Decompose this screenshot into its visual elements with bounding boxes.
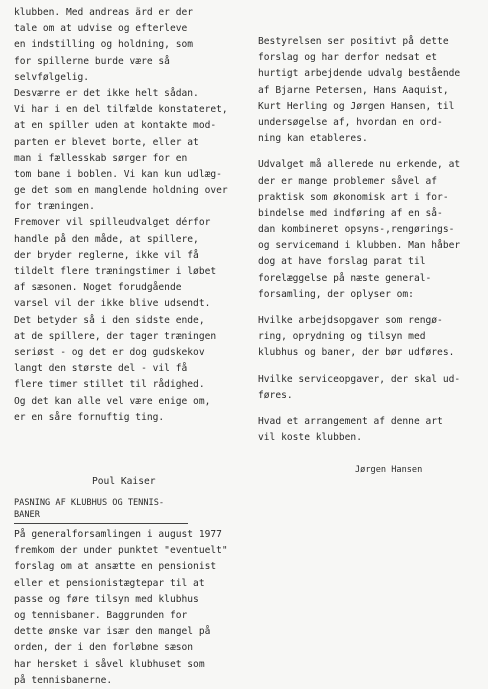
paragraph [258, 414, 460, 446]
paragraph-gap [258, 362, 460, 372]
section-heading-line-2: BANER [14, 510, 40, 520]
text-line: Hvilke serviceopgaver, der skal ud- [258, 373, 461, 385]
text-line: vil koste klubben. [258, 432, 362, 444]
text-line: Vi har i en del tilfælde konstateret, [14, 104, 228, 116]
text-line: ge det som en manglende holdning over [14, 185, 228, 197]
text-line: klubben. Med andreas ärd er der [14, 7, 194, 18]
paragraph-gap [258, 303, 460, 313]
text-line: forelæggelse på næste general- [258, 272, 432, 284]
text-line: dette ønske var især den mangel på [14, 626, 211, 638]
paragraph [258, 313, 460, 362]
text-line: klubhus og baner, der bør udføres. [258, 347, 455, 359]
text-line: parten er blevet borte, eller at [14, 136, 199, 148]
text-line: undersøgelse af, hvordan en ord- [258, 116, 443, 128]
text-line: ring, oprydning og tilsyn med [258, 331, 426, 343]
text-line: tildelt flere træningstimer i løbet [14, 266, 217, 277]
text-line: er en såre fornuftig ting. [14, 411, 165, 423]
text-line: der bryder reglerne, ikke vil få [14, 249, 199, 261]
text-line: Fremover vil spilleudvalget dérfor [14, 217, 211, 229]
paragraph-gap [258, 147, 460, 157]
paragraph [258, 34, 460, 147]
signature-text: Jørgen Hansen [355, 465, 423, 475]
text-line: langt den største del - vil få [14, 363, 188, 375]
signature-poul-kaiser [92, 474, 156, 490]
text-line: man i fællesskab sørger for en [14, 152, 188, 164]
text-line: dog at have forslag parat til [258, 256, 426, 268]
text-line: at en spiller uden at kontakte mod- [14, 120, 217, 132]
text-line: Desværre er det ikke helt sådan. [14, 87, 199, 99]
text-line: praktisk som økonomisk art i for- [258, 191, 449, 203]
text-line: og tennisbaner. Baggrunden for [14, 609, 188, 621]
text-line: tale om at udvise og efterleve [14, 23, 188, 35]
text-line: På generalforsamlingen i august 1977 [14, 529, 222, 540]
text-line: tom bane i boblen. Vi kan kun udlæg- [14, 168, 222, 180]
text-line: selvfølgelig. [14, 71, 90, 83]
right-column-text [258, 34, 460, 446]
text-line: og servicemand i klubben. Man håber [258, 240, 461, 252]
text-line: af Bjarne Petersen, Hans Aaquist, [258, 84, 449, 96]
text-line: ning kan etableres. [258, 133, 368, 145]
paragraph [258, 157, 460, 303]
text-line: føres. [258, 389, 293, 401]
text-line: af sæsonen. Noget forudgående [14, 282, 182, 294]
text-line: flere timer stillet til rådighed. [14, 379, 205, 391]
text-line: varsel vil der ikke blive udsendt. [14, 298, 211, 310]
section-heading [14, 497, 164, 521]
text-line: bindelse med indføring af en så- [258, 207, 443, 219]
text-line: der er mange problemer såvel af [258, 175, 438, 187]
paragraph [258, 372, 460, 404]
paragraph-gap [258, 404, 460, 414]
text-line: har hersket i såvel klubhuset som [14, 658, 205, 670]
text-line: Det betyder så i den sidste ende, [14, 314, 205, 326]
text-line: forslag om at ansætte en pensionist [14, 561, 217, 573]
text-line: på tennisbanerne. [14, 674, 113, 686]
text-line: en indstilling og holdning, som [14, 39, 194, 51]
heading-underline [14, 523, 188, 524]
text-line: Og det kan alle vel være enige om, [14, 395, 211, 407]
text-line: for spillerne burde være så [14, 55, 170, 67]
text-line: Bestyrelsen ser positivt på dette [258, 36, 449, 47]
text-line: Hvad et arrangement af denne art [258, 415, 443, 427]
text-line: dan kombineret opsyns-,rengørings- [258, 224, 455, 236]
text-line: for træningen. [14, 201, 95, 213]
text-line: passe og føre tilsyn med klubhus [14, 593, 199, 605]
text-line: handle på den måde, at spillere, [14, 233, 199, 245]
text-line: Hvilke arbejdsopgaver som rengø- [258, 315, 443, 326]
section-heading-line-1: PASNING AF KLUBHUS OG TENNIS- [14, 498, 165, 508]
text-line: seriøst - og det er dog gudskekov [14, 346, 205, 358]
left-column-text [14, 5, 228, 426]
text-line: fremkom der under punktet "eventuelt" [14, 545, 228, 557]
text-line: Kurt Herling og Jørgen Hansen, til [258, 100, 455, 112]
text-line: hurtigt arbejdende udvalg bestående [258, 68, 461, 80]
text-line: at de spillere, der tager træningen [14, 330, 217, 342]
section-body-text [14, 527, 228, 689]
signature-text: Poul Kaiser [92, 476, 156, 487]
text-line: Udvalget må allerede nu erkende, at [258, 159, 461, 171]
text-line: orden, der i den forløbne sæson [14, 642, 194, 654]
text-line: forslag og har derfor nedsat et [258, 52, 438, 64]
text-line: eller et pensionistægtepar til at [14, 577, 205, 589]
text-line: forsamling, der oplyser om: [258, 288, 414, 300]
signature-jorgen-hansen [355, 462, 422, 478]
